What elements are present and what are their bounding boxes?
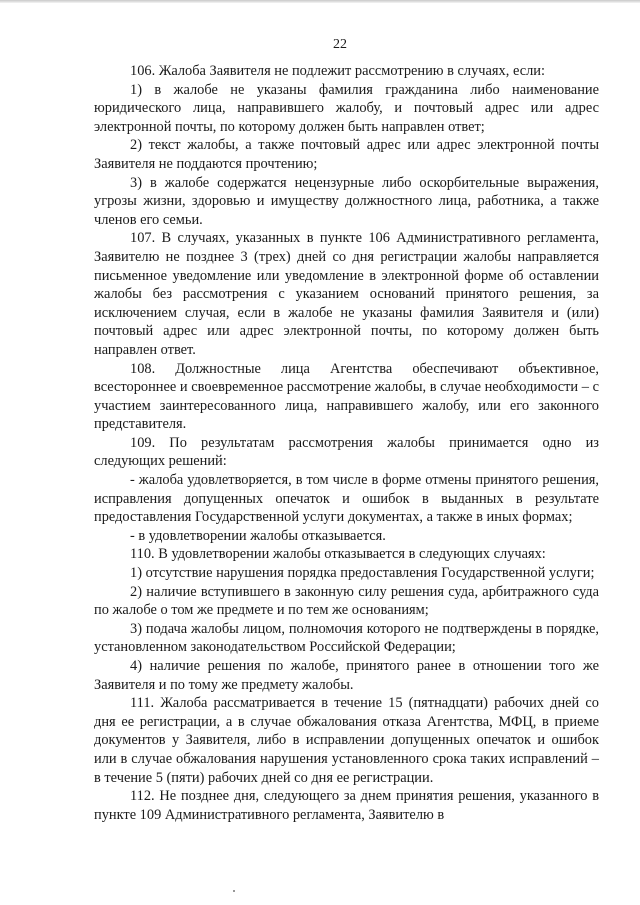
paragraph-106: 106. Жалоба Заявителя не подлежит рассмотрению в случаях, если: [130, 63, 545, 79]
paragraph-106-item-3: 3) в жалобе содержатся нецензурные либо оскорбительные выражения, угрозы жизни, здоровью и имуществу должностного лица, работника, а также членов его семьи. [94, 174, 599, 228]
paragraph-110: 110. В удовлетворении жалобы отказывается в следующих случаях: [130, 546, 546, 563]
paragraph-110-item-4: 4) наличие решения по жалобе, принятого ранее в отношении того же Заявителя и по тому же предмету жалобы. [94, 658, 599, 693]
paragraph-109-option-2: - в удовлетворении жалобы отказывается. [130, 527, 386, 544]
paragraph-106-item-1: 1) в жалобе не указаны фамилия гражданина либо наименование юридического лица, направившего жалобу, и почтовый адрес или адрес электронной почты, по которому должен быть направлен ответ; [94, 81, 599, 135]
paragraph-106-item-2: 2) текст жалобы, а также почтовый адрес или адрес электронной почты Заявителя не поддаются прочтению; [94, 137, 599, 172]
paragraph-112: 112. Не позднее дня, следующего за днем принятия решения, указанного в пункте 109 Административного регламента, Заявителю в [94, 788, 599, 823]
paragraph-107: 107. В случаях, указанных в пункте 106 Административного регламента, Заявителю не позднее 3 (трех) дней со дня регистрации жалобы направляется письменное уведомление или уведомление в электронной форме об оставлении жалобы без рассмотрения с указанием оснований принятого решения, за исключением случая, если в жалобе не указаны фамилия Заявителя и (или) почтовый адрес или адрес электронной почты, по которому должен быть направлен ответ. [94, 230, 599, 358]
paragraph-109: 109. По результатам рассмотрения жалобы принимается одно из следующих решений: [94, 434, 599, 470]
paragraph-108: 108. Должностные лица Агентства обеспечивают объективное, всестороннее и своевременное рассмотрение жалобы, в случае необходимости – с участием заинтересованного лица, направившего жалобу, или его законного представителя. [94, 360, 599, 433]
paragraph-110-item-3: 3) подача жалобы лицом, полномочия которого не подтверждены в порядке, установленном законодательством Российской Федерации; [94, 620, 599, 656]
scan-edge [0, 0, 640, 3]
paragraph-109-option-1: - жалоба удовлетворяется, в том числе в форме отмены принятого решения, исправления допущенных опечаток и ошибок в выданных в результате предоставления Государственной услуги документах, а также в иных формах; [94, 472, 599, 526]
page-number: 22 [333, 37, 347, 52]
scan-speck [233, 890, 235, 892]
paragraph-110-item-1: 1) отсутствие нарушения порядка предоставления Государственной услуги; [130, 565, 595, 582]
paragraph-111: 111. Жалоба рассматривается в течение 15 (пятнадцати) рабочих дней со дня ее регистрации, а в случае обжалования отказа Агентства, МФЦ, в приеме документов у Заявителя, либо в исправлении допущенных опечаток и ошибок или в случае обжалования нарушения установленного срока таких исправлений – в течение 5 (пяти) рабочих дней со дня ее регистрации. [94, 695, 599, 786]
paragraph-110-item-2: 2) наличие вступившего в законную силу решения суда, арбитражного суда по жалобе о том же предмете и по тем же основаниям; [94, 583, 599, 619]
document-body [94, 62, 599, 824]
